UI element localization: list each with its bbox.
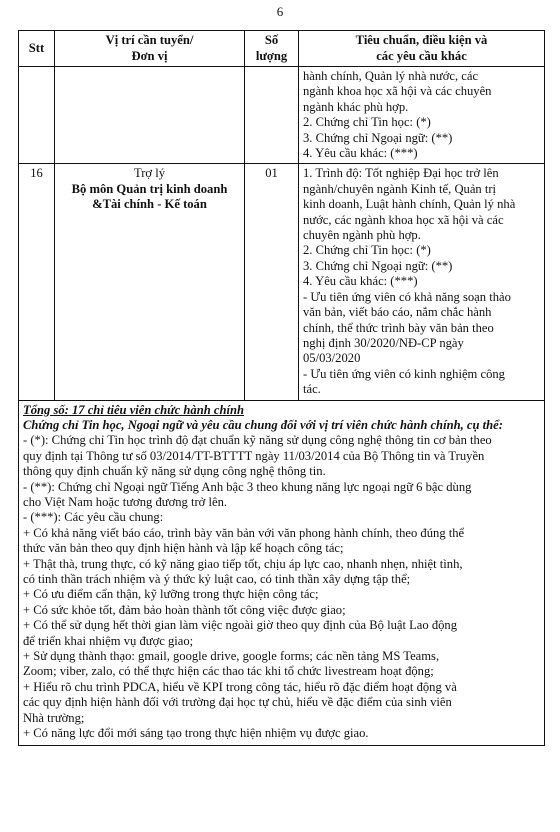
- header-criteria-line: Tiêu chuẩn, điều kiện và: [355, 33, 488, 48]
- cell-stt: 16: [19, 164, 55, 400]
- table-header-row: [19, 31, 545, 67]
- criteria-line: 05/03/2020: [303, 351, 361, 366]
- criteria-line: 2. Chứng chỉ Tin học: (*): [303, 243, 431, 258]
- summary-line: để triển khai nhiệm vụ được giao;: [23, 633, 194, 648]
- criteria-line: tác.: [303, 382, 321, 397]
- summary-line: + Hiểu rõ chu trình PDCA, hiểu về KPI trong công tác, hiểu rõ đặc điểm hoạt động và: [23, 679, 457, 694]
- criteria-line: - Ưu tiên ứng viên có kinh nghiệm công: [303, 366, 505, 381]
- criteria-line: ngành khác phù hợp.: [303, 99, 409, 114]
- criteria-line: 1. Trình độ: Tốt nghiệp Đại học trở lên: [303, 166, 499, 181]
- cell-quantity: 01: [245, 164, 299, 400]
- header-criteria-line: các yêu cầu khác: [376, 48, 467, 63]
- header-quantity: [245, 31, 299, 67]
- cell-criteria-continued: [299, 67, 545, 164]
- summary-line: + Có sức khỏe tốt, đảm bảo hoàn thành tốt công việc được giao;: [23, 602, 346, 617]
- table-row-continued: [19, 67, 545, 164]
- cell-empty: [19, 67, 55, 164]
- criteria-line: 3. Chứng chỉ Ngoại ngữ: (**): [303, 130, 453, 145]
- summary-line: + Có ưu điểm cẩn thận, kỹ lưỡng trong thực hiện công tác;: [23, 587, 319, 602]
- recruitment-table: [18, 30, 545, 746]
- header-stt: Stt: [19, 31, 55, 67]
- criteria-line: 3. Chứng chỉ Ngoại ngữ: (**): [303, 258, 453, 273]
- summary-line: + Thật thà, trung thực, có kỹ năng giao tiếp tốt, chịu áp lực cao, nhanh nhẹn, nhiệt tình,: [23, 556, 463, 571]
- cell-empty: [55, 67, 245, 164]
- summary-line: quy định tại Thông tư số 03/2014/TT-BTTTT ngày 11/03/2014 của Bộ Thông tin và Truyền: [23, 448, 485, 463]
- page-number: 6: [276, 4, 284, 19]
- summary-line: - (***): Các yêu cầu chung:: [23, 510, 164, 525]
- summary-line: + Có khả năng viết báo cáo, trình bày văn bản với văn phong hành chính, theo đúng thể: [23, 525, 465, 540]
- summary-line: Nhà trường;: [23, 710, 85, 725]
- criteria-line: kinh doanh, Luật hành chính, Quản lý nhà: [303, 197, 516, 212]
- position-title: Trợ lý: [133, 166, 166, 181]
- header-position: [55, 31, 245, 67]
- cell-criteria: [299, 164, 545, 400]
- header-position-line: Vị trí cần tuyển/: [105, 33, 194, 48]
- criteria-line: chính, thể thức trình bày văn bản theo: [303, 320, 494, 335]
- criteria-line: chuyên ngành phù hợp.: [303, 228, 421, 243]
- summary-line: các quy định hiện hành đối với trường đại học tự chủ, hiểu về đặc điểm của sinh viên: [23, 695, 452, 710]
- criteria-line: nghị định 30/2020/NĐ-CP ngày: [303, 335, 464, 350]
- criteria-line: 2. Chứng chỉ Tin học: (*): [303, 115, 431, 130]
- summary-line: - (**): Chứng chỉ Ngoại ngữ Tiếng Anh bậc 3 theo khung năng lực ngoại ngữ 6 bậc dùng: [23, 479, 472, 494]
- summary-line: + Có thể sử dụng hết thời gian làm việc ngoài giờ theo quy định của Bộ luật Lao động: [23, 618, 458, 633]
- summary-line: thông quy định chuẩn kỹ năng sử dụng công nghệ thông tin.: [23, 464, 326, 479]
- header-quantity-line: Số: [264, 33, 279, 48]
- summary-line: - (*): Chứng chỉ Tin học trình độ đạt chuẩn kỹ năng sử dụng công nghệ thông tin cơ bản theo: [23, 433, 492, 448]
- criteria-line: 4. Yêu cầu khác: (***): [303, 146, 418, 161]
- criteria-line: - Ưu tiên ứng viên có khả năng soạn thảo: [303, 289, 511, 304]
- cell-position: [55, 164, 245, 400]
- summary-line: thức văn bản theo quy định hiện hành và lập kế hoạch công tác;: [23, 541, 344, 556]
- header-quantity-line: lượng: [255, 48, 288, 63]
- summary-line: có tinh thần trách nhiệm và ý thức kỷ luật cao, có tinh thần xây dựng tập thể;: [23, 572, 411, 586]
- criteria-line: hành chính, Quản lý nhà nước, các: [303, 69, 479, 83]
- cell-empty: [245, 67, 299, 164]
- criteria-line: ngành/chuyên ngành Kinh tế, Quản trị: [303, 181, 497, 196]
- position-unit: Bộ môn Quản trị kinh doanh: [71, 181, 228, 196]
- summary-line: cho Việt Nam hoặc tương đương trở lên.: [23, 494, 228, 509]
- summary-line: + Có năng lực đổi mới sáng tạo trong thực hiện nhiệm vụ được giao.: [23, 726, 369, 741]
- criteria-line: ngành khoa học xã hội và các chuyên: [303, 84, 492, 99]
- header-position-line: Đơn vị: [131, 48, 168, 63]
- summary-heading: Chứng chỉ Tin học, Ngoại ngữ và yêu cầu chung đối với vị trí viên chức hành chính, cụ thể:: [23, 417, 503, 432]
- summary-line: Zoom; viber, zalo, có thể thực hiện các thao tác khi tổ chức livestream hoạt động;: [23, 664, 434, 679]
- table-row-summary: [19, 400, 545, 746]
- position-unit: &Tài chính - Kế toán: [92, 197, 207, 212]
- header-criteria: [299, 31, 545, 67]
- table-row-16: [19, 164, 545, 400]
- criteria-line: nước, các ngành khoa học xã hội và các: [303, 212, 504, 227]
- summary-line: + Sử dụng thành thạo: gmail, google drive, google forms; các nền tảng MS Teams,: [23, 649, 440, 664]
- criteria-line: 4. Yêu cầu khác: (***): [303, 274, 418, 289]
- summary-total: Tổng số: 17 chỉ tiêu viên chức hành chính: [23, 402, 244, 417]
- cell-summary: [19, 400, 545, 746]
- criteria-line: văn bản, viết báo cáo, nắm chắc hành: [303, 305, 492, 320]
